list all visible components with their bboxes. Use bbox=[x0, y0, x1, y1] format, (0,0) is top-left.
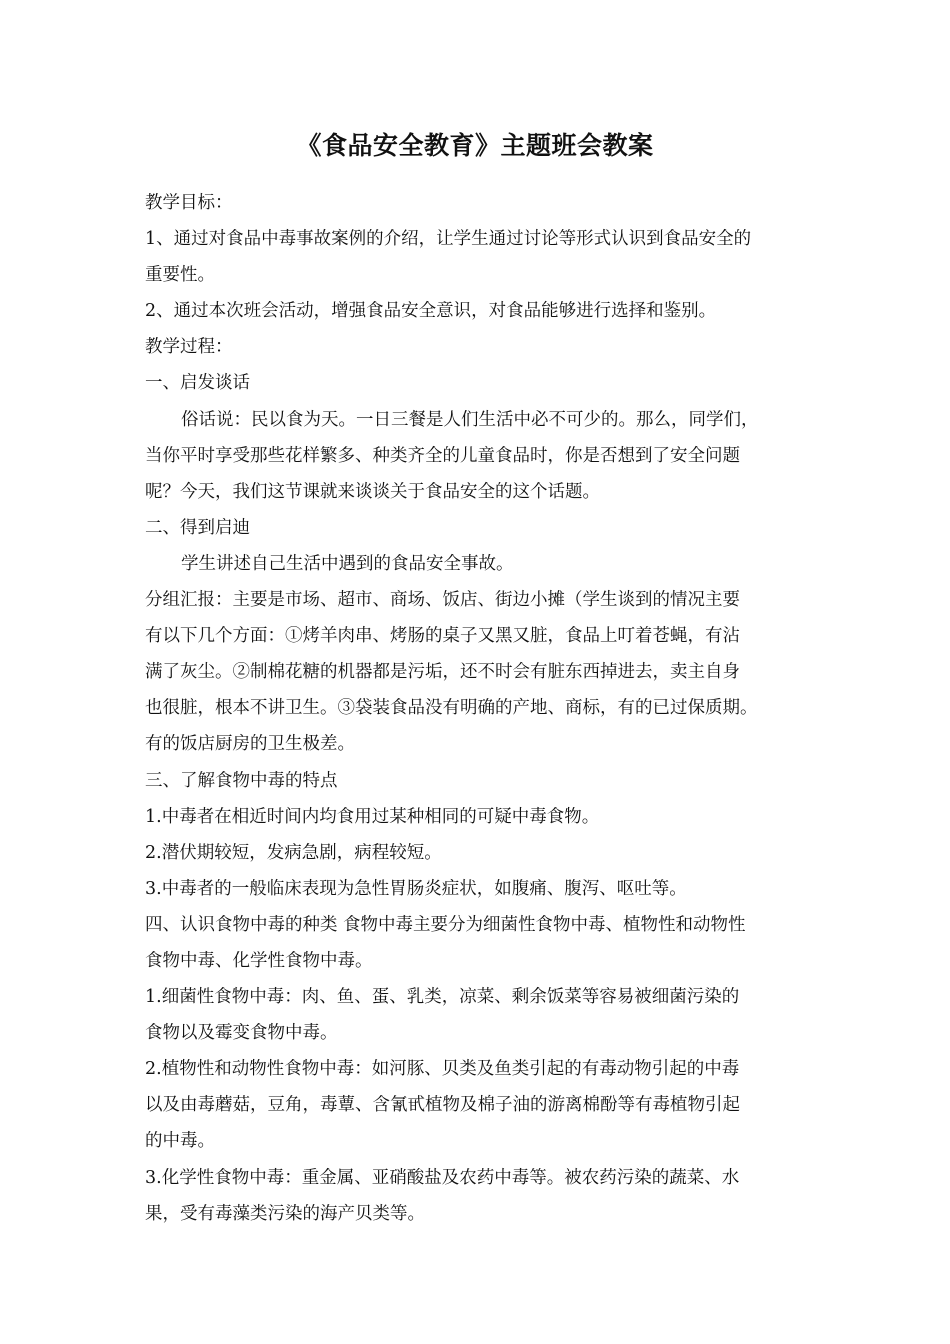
document-body bbox=[145, 185, 835, 1232]
text-line: 食物以及霉变食物中毒。 bbox=[145, 1023, 338, 1044]
text-line: 2.植物性和动物性食物中毒：如河豚、贝类及鱼类引起的有毒动物引起的中毒 bbox=[145, 1059, 740, 1080]
text-line: 一、启发谈话 bbox=[145, 373, 250, 394]
text-line: 的中毒。 bbox=[145, 1131, 215, 1152]
text-line: 二、得到启迪 bbox=[145, 517, 250, 538]
text-line: 教学过程： bbox=[145, 337, 233, 358]
text-line: 满了灰尘。②制棉花糖的机器都是污垢，还不时会有脏东西掉进去，卖主自身 bbox=[145, 662, 740, 683]
text-line: 以及由毒蘑菇，豆角，毒蕈、含氰甙植物及棉子油的游离棉酚等有毒植物引起 bbox=[145, 1095, 740, 1116]
text-line: 四、认识食物中毒的种类 食物中毒主要分为细菌性食物中毒、植物性和动物性 bbox=[145, 914, 746, 935]
text-line: 重要性。 bbox=[145, 265, 215, 286]
text-line: 教学目标： bbox=[145, 193, 233, 213]
text-line: 呢？今天，我们这节课就来谈谈关于食品安全的这个话题。 bbox=[145, 481, 600, 502]
text-line: 果，受有毒藻类污染的海产贝类等。 bbox=[145, 1203, 425, 1224]
text-line: 1.中毒者在相近时间内均食用过某种相同的可疑中毒食物。 bbox=[145, 806, 600, 827]
text-line: 1.细菌性食物中毒：肉、鱼、蛋、乳类，凉菜、剩余饭菜等容易被细菌污染的 bbox=[145, 987, 740, 1008]
document-title: 《食品安全教育》主题班会教案 bbox=[296, 131, 654, 160]
text-line: 也很脏，根本不讲卫生。③袋装食品没有明确的产地、商标，有的已过保质期。 bbox=[145, 698, 758, 719]
text-line: 当你平时享受那些花样繁多、种类齐全的儿童食品时，你是否想到了安全问题 bbox=[145, 445, 740, 466]
text-line: 食物中毒、化学性食物中毒。 bbox=[145, 950, 373, 971]
text-line: 3.中毒者的一般临床表现为急性胃肠炎症状，如腹痛、腹泻、呕吐等。 bbox=[145, 878, 687, 899]
text-line: 有的饭店厨房的卫生极差。 bbox=[145, 734, 355, 755]
text-line: 有以下几个方面：①烤羊肉串、烤肠的桌子又黑又脏，食品上叮着苍蝇，有沾 bbox=[145, 626, 740, 647]
text-line: 学生讲述自己生活中遇到的食品安全事故。 bbox=[181, 553, 514, 574]
text-line: 俗话说：民以食为天。一日三餐是人们生活中必不可少的。那么，同学们， bbox=[181, 409, 759, 430]
text-line: 3.化学性食物中毒：重金属、亚硝酸盐及农药中毒等。被农药污染的蔬菜、水 bbox=[145, 1167, 740, 1188]
text-line: 分组汇报：主要是市场、超市、商场、饭店、街边小摊（学生谈到的情况主要 bbox=[145, 590, 740, 611]
text-line: 1、通过对食品中毒事故案例的介绍，让学生通过讨论等形式认识到食品安全的 bbox=[145, 229, 752, 250]
text-line: 2.潜伏期较短，发病急剧，病程较短。 bbox=[145, 842, 442, 863]
text-line: 2、通过本次班会活动，增强食品安全意识，对食品能够进行选择和鉴别。 bbox=[145, 301, 717, 322]
text-line: 三、了解食物中毒的特点 bbox=[145, 770, 338, 791]
